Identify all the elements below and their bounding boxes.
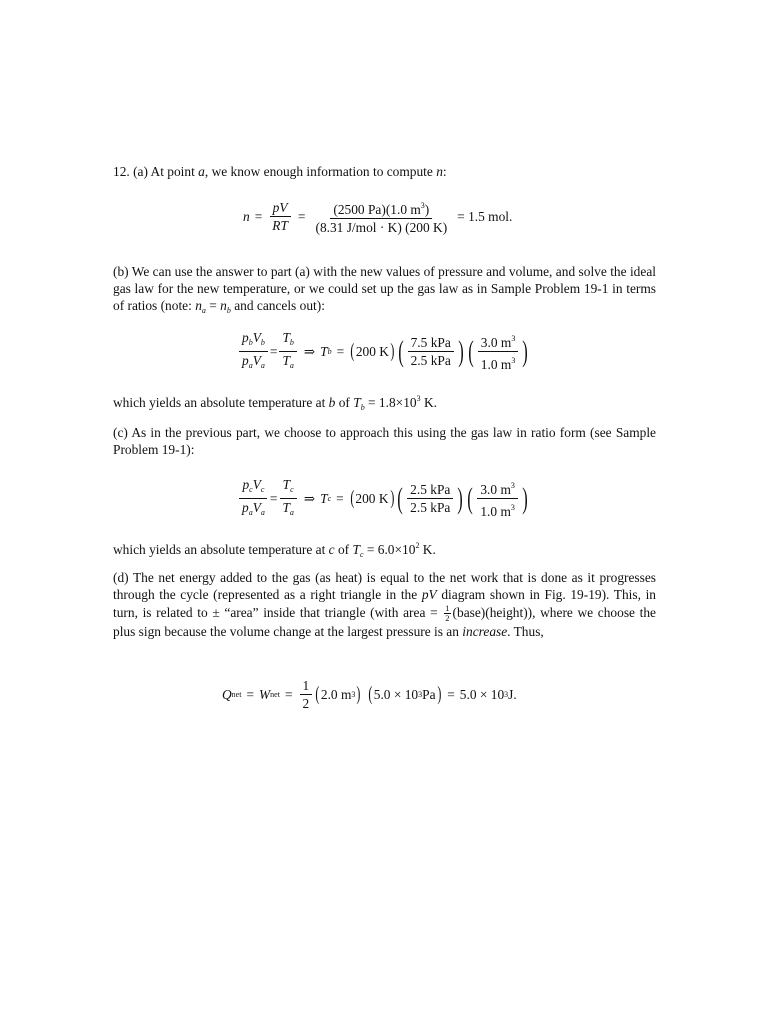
eq-c-t-sub-a: a [289,508,294,517]
eq-a-lhs: n [243,208,250,224]
eq-b-t-lhs: T [320,343,328,359]
eq-d-equals-3: = [447,686,455,702]
part-b-text [113,263,656,319]
equation-a [243,198,512,235]
eq-c-v-num-exp: 3 [510,481,515,490]
eq-d-half-den: 2 [302,696,310,711]
part-a-var: a [198,164,205,179]
equation-d: Q net = W net = $\frac{1}{2}$ ( 2.0 m 3 ) ( 5.0 × 10 3 Pa ) = 5.0 × 10 3 J. [222,678,517,711]
after-b-exp: 3 [416,394,421,403]
eq-c-t-lhs-sub: c [327,494,332,503]
eq-b-equals: = [269,343,278,359]
eq-d-volume: 2.0 m [320,686,352,702]
eq-c-p: p [242,477,250,492]
part-a-var-n: n [436,164,443,179]
part-d-text-2: diagram shown in Fig. 19-19). This, in turn, is related to ± “area” inside that triangle (with [113,587,657,620]
eq-c-p-a: p [242,500,249,515]
eq-b-sub: b [248,338,253,347]
eq-a-fraction-pv-rt [269,200,291,233]
eq-a-gas-constant: 8.31 J/mol · K [319,220,398,235]
part-b-body: (b) We can use the answer to part (a) with the new values of pressure and volume, and solve the ideal gas law for the new temperature, or we could set up the gas law as in Sample Problem 19-1 in terms of ratios (note: [113,264,656,313]
part-d-half-num: 1 [445,603,450,614]
part-a-post: : [442,164,447,179]
eq-b-pv-ratio [239,330,268,373]
eq-b-t-sub: b [289,338,294,347]
eq-c-t-ratio [279,477,296,520]
eq-c-implies: ⇒ [303,490,316,506]
after-b-mid: of [335,395,354,410]
eq-b-t-sub-a: a [289,361,294,370]
part-b-n-2: n [220,298,227,313]
eq-b-v: V [252,330,261,345]
eq-c-v-a: V [252,500,261,515]
after-c-mid: of [334,542,353,557]
eq-d-q: Q [222,686,232,702]
part-a-mid: , we know enough information to compute [204,164,437,179]
eq-b-v-a: V [252,353,261,368]
eq-c-v-den-exp: 3 [510,503,515,512]
eq-a-fraction-values: $\frac{(2500 Pa)(1.0 m^3)}{\text{(8.31 J/mol · K) (200 K)}}$ [312,198,450,235]
eq-c-sub: c [249,485,253,494]
after-c-t: T [352,542,360,557]
part-a-text [113,163,656,180]
eq-c-sub-a: a [248,508,253,517]
eq-a-equals-2: = [297,208,306,224]
eq-b-implies: ⇒ [303,343,316,359]
part-b-post: and cancels out): [230,298,325,313]
after-c-exp: 2 [415,541,420,550]
eq-c-pv-ratio [239,477,268,520]
eq-c-p-den: 2.5 kPa [410,500,451,515]
eq-c-sub-a-2: a [260,508,265,517]
eq-d-w: W [259,686,271,702]
eq-c-t-sub: c [290,485,294,494]
eq-d-half-num: 1 [300,678,313,695]
eq-b-p: p [242,330,249,345]
part-d-text [113,569,656,640]
eq-d-volume-exp: 3 [351,690,356,699]
eq-b-t-lhs-sub: b [327,347,332,356]
eq-a-temperature: 200 K [409,220,443,235]
eq-d-w-sub: net [270,690,280,699]
eq-c-p-num: 2.5 kPa [407,482,453,499]
eq-a-equals: = [254,208,263,224]
part-a-pre: 12. (a) At point [113,164,199,179]
eq-a-volume: 1.0 m [390,202,421,217]
after-b-sub: b [360,403,365,412]
eq-b-v-num-exp: 3 [511,334,516,343]
eq-b-sub-2: b [260,338,265,347]
part-d-increase: increase [462,624,508,640]
eq-b-sub-a: a [248,361,253,370]
eq-b-volume-ratio [478,331,519,372]
part-b-sub-b: b [226,306,231,315]
equation-c: $\frac{p_cV_c}{p_aV_a}$ = $\frac{T_c}{T_a}$ ⇒ T c = ( 200 K ) ( $\frac{\text{2.5 kPa}}{\text{2.5 kPa}}$ ) ( $\frac{3.0 m^3}{1.0 m^3}$ ) [237,477,530,520]
part-d-text-1: (d) The net energy added to the gas (as heat) is equal to the net work that is done as it progresses through the cycle (represented as a right triangle in the [113,570,656,603]
part-d-text-4: . Thus, [507,624,544,640]
eq-b-t: T [282,330,290,345]
part-c-body: (c) As in the previous part, we choose to approach this using the gas law in ratio form (see Sample Problem 19-1): [113,425,656,457]
after-c-post: K. [419,542,436,557]
eq-c-v-den: 1.0 m [480,504,511,519]
eq-b-v-den: 1.0 m [480,357,512,372]
eq-d-pressure-unit: Pa [422,686,436,702]
eq-d-result: 5.0 × 10 [459,686,505,702]
eq-b-t-a: T [282,353,290,368]
eq-c-pressure-ratio [407,482,453,515]
after-c-text [113,537,656,563]
eq-c-v-num: 3.0 m [480,482,511,497]
part-d-text-3: ), where we choose the plus sign because the volume change at the largest pressure is an [113,604,656,640]
part-c-text [113,424,656,458]
eq-d-q-sub: net [231,690,242,699]
eq-d-pressure-exp: 3 [418,690,423,699]
part-d-area-post: (base)(height) [452,604,528,620]
eq-d-result-unit: J. [508,686,517,702]
after-b-val: = 1.8×10 [364,395,417,410]
eq-c-equals: = [269,490,278,506]
eq-c-t: T [282,477,291,492]
eq-a-pv: pV [272,200,288,215]
eq-c-sub-2: c [260,485,265,494]
eq-a-volume-exp: 3 [420,201,425,210]
after-b-pre: which yields an absolute temperature at [113,395,329,410]
eq-b-equals-2: = [336,343,345,359]
part-b-sub-a: a [201,306,206,315]
eq-b-p-den: 2.5 kPa [410,353,451,368]
part-d-area-pre: area = [403,604,443,620]
eq-c-equals-2: = [336,490,344,506]
eq-b-p-a: p [242,353,249,368]
eq-b-p-num: 7.5 kPa [408,335,454,352]
eq-d-half [300,678,313,711]
after-b-t: T [353,395,361,410]
after-c-pre: which yields an absolute temperature at [113,542,329,557]
after-b-text [113,390,656,416]
eq-c-t-lhs: T [320,490,328,506]
after-b-var: b [328,395,336,410]
part-d-half-fraction [444,604,450,623]
part-d-pv: pV [421,587,437,603]
equation-b: $\frac{p_bV_b}{p_aV_a}$ = $\frac{T_b}{T_a}$ ⇒ T b = ( 200 K ) ( $\frac{\text{7.5 kPa}}{\text{2.5 kPa}}$ ) ( $\frac{3.0 m^3}{1.0 m^3}$ ) [237,330,530,373]
eq-b-v-num: 3.0 m [480,335,512,350]
eq-b-pressure-ratio [408,335,454,368]
after-c-var: c [328,542,335,557]
eq-b-ta-value: 200 K [355,343,389,359]
after-c-sub: c [359,550,364,559]
part-d-half-den: 2 [445,613,450,624]
eq-c-ta-value: 200 K [355,490,389,506]
eq-c-v: V [252,477,261,492]
eq-d-equals-2: = [284,686,293,702]
eq-d-result-exp: 3 [504,690,509,699]
eq-b-t-ratio [279,330,296,373]
eq-c-volume-ratio [477,478,518,519]
eq-a-pressure: 2500 Pa [337,202,382,217]
after-c-val: = 6.0×10 [363,542,416,557]
eq-c-t-a: T [282,500,290,515]
eq-b-sub-a-2: a [260,361,265,370]
part-b-eq: = [205,298,221,313]
eq-d-equals: = [246,686,255,702]
after-b-post: K. [420,395,437,410]
eq-a-result: = 1.5 mol. [457,208,513,224]
eq-a-rt: RT [272,218,288,233]
eq-b-v-den-exp: 3 [511,356,516,365]
eq-d-pressure: 5.0 × 10 [373,686,419,702]
part-b-n: n [195,298,202,313]
